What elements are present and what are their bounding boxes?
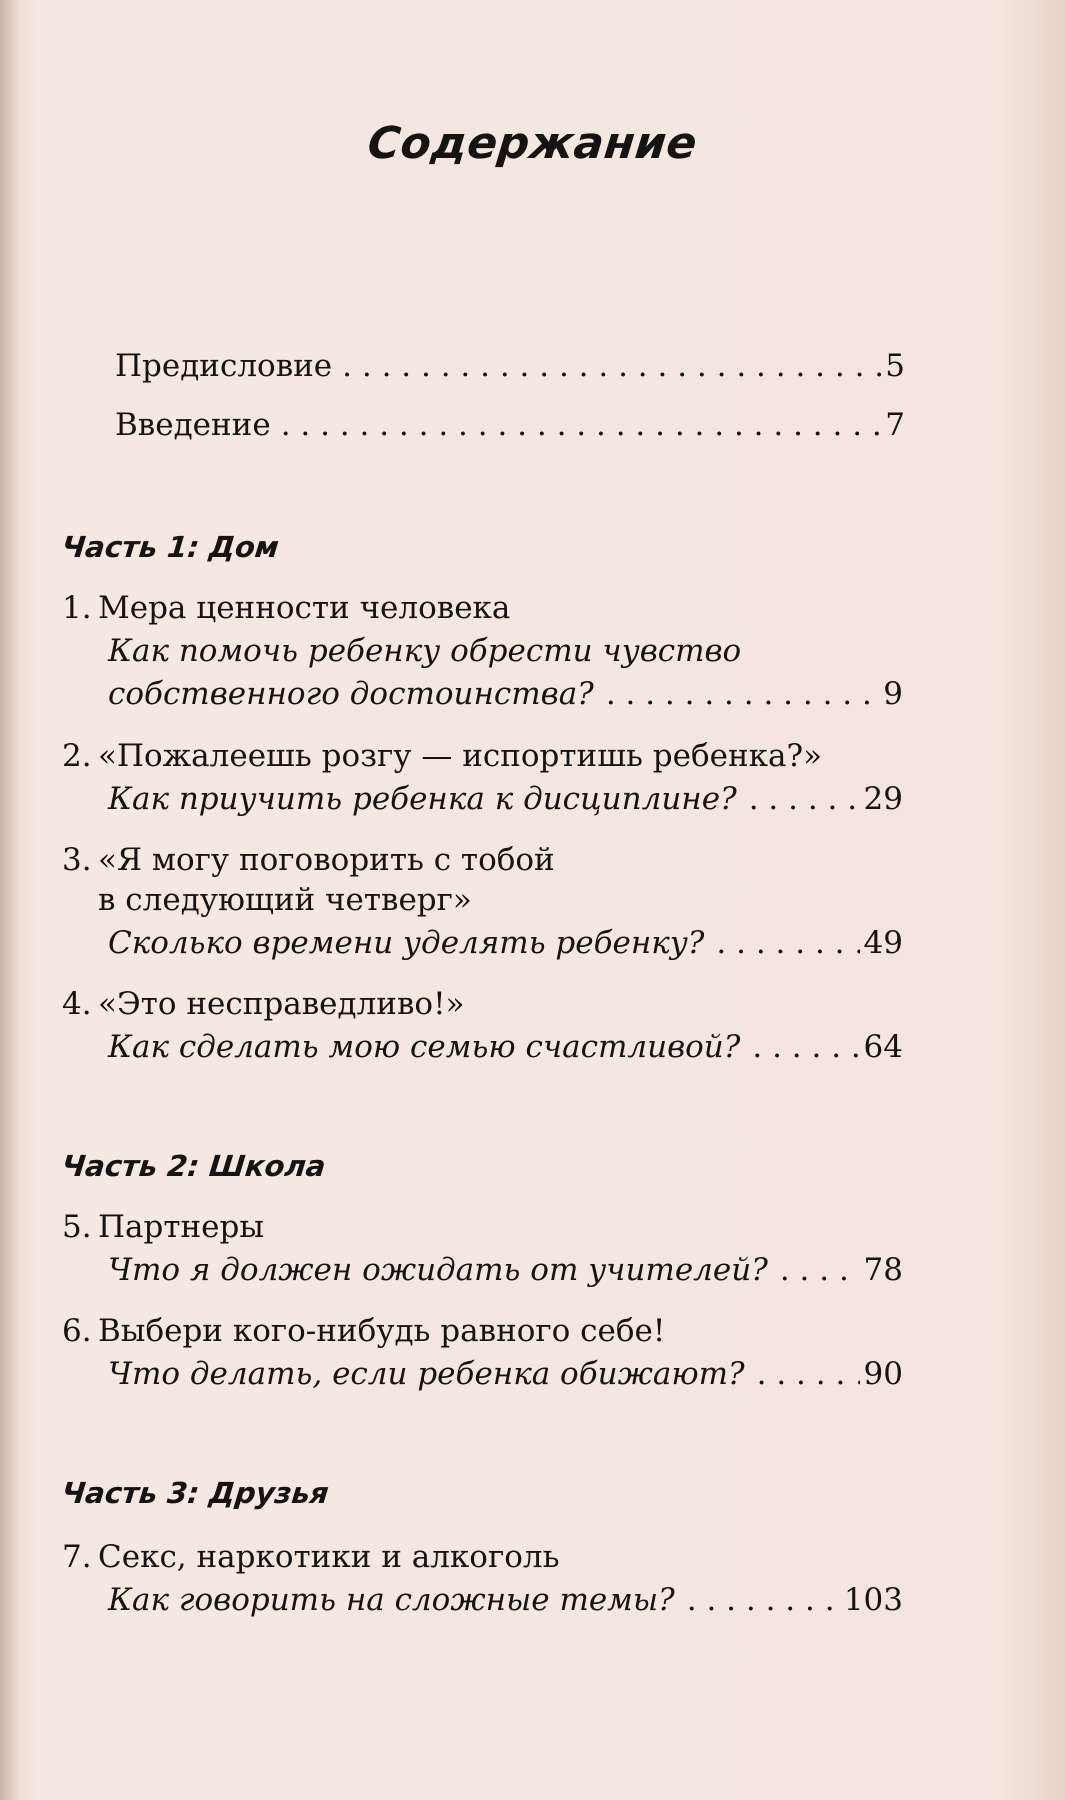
chapter-subtitle: Сколько времени уделять ребенку? <box>108 925 705 961</box>
toc-entry-introduction <box>115 405 905 445</box>
leader-dots <box>749 779 860 819</box>
part-heading: Часть 2: Школа <box>60 1149 328 1183</box>
chapter-title <box>62 984 465 1024</box>
chapter-title-text: «Я могу поговорить с тобой <box>98 842 555 878</box>
chapter-subtitle: Как приучить ребенка к дисциплине? <box>108 781 737 817</box>
leader-dots <box>281 405 882 445</box>
chapter-title <box>62 588 510 628</box>
chapter-subtitle-row <box>108 923 903 963</box>
leader-dots <box>757 1354 860 1394</box>
leader-dots <box>687 1580 840 1620</box>
part-heading: Часть 3: Друзья <box>60 1476 331 1510</box>
part-heading: Часть 1: Дом <box>60 530 281 564</box>
leader-dots <box>606 674 879 714</box>
chapter-title-text: Секс, наркотики и алкоголь <box>98 1539 560 1575</box>
chapter-subtitle: Что делать, если ребенка обижают? <box>108 1356 745 1392</box>
chapter-subtitle: Как помочь ребенку обрести чувство <box>108 633 742 669</box>
chapter-title <box>62 840 555 880</box>
chapter-page: 49 <box>863 925 903 961</box>
chapter-page: 9 <box>883 676 903 712</box>
chapter-page: 29 <box>863 781 903 817</box>
chapter-subtitle-row <box>108 1354 903 1394</box>
toc-entry-preface <box>115 346 905 386</box>
toc-entry-page: 5 <box>885 348 905 384</box>
chapter-number: 2. <box>62 738 92 774</box>
chapter-title <box>62 736 822 776</box>
leader-dots <box>342 346 881 386</box>
chapter-title <box>62 1207 264 1247</box>
leader-dots <box>716 923 859 963</box>
toc-entry-page: 7 <box>885 407 905 443</box>
chapter-number: 6. <box>62 1313 92 1349</box>
chapter-title-continued: в следующий четверг» <box>98 882 472 918</box>
chapter-title-text: Партнеры <box>98 1209 265 1245</box>
chapter-page: 90 <box>863 1356 903 1392</box>
leader-dots <box>752 1027 859 1067</box>
chapter-title <box>62 1311 665 1351</box>
chapter-subtitle: Как сделать мою семью счастливой? <box>108 1029 741 1065</box>
chapter-subtitle: собственного достоинства? <box>108 676 594 712</box>
chapter-number: 4. <box>62 986 92 1022</box>
chapter-page: 78 <box>863 1252 903 1288</box>
chapter-number: 5. <box>62 1209 92 1245</box>
chapter-title <box>62 1537 559 1577</box>
chapter-title-text: «Это несправедливо!» <box>98 986 465 1022</box>
chapter-subtitle-row <box>108 779 903 819</box>
toc-entry-label: Предисловие <box>115 348 333 384</box>
chapter-subtitle: Что я должен ожидать от учителей? <box>108 1252 768 1288</box>
leader-dots <box>780 1250 860 1290</box>
chapter-number: 1. <box>62 590 92 626</box>
chapter-subtitle-row <box>108 1027 903 1067</box>
toc-entry-label: Введение <box>115 407 271 443</box>
chapter-number: 3. <box>62 842 92 878</box>
chapter-page: 103 <box>843 1582 903 1618</box>
chapter-subtitle-row <box>108 1580 903 1620</box>
page-title: Содержание <box>365 118 700 169</box>
binding-shadow <box>0 0 18 1800</box>
chapter-page: 64 <box>863 1029 903 1065</box>
chapter-subtitle-row <box>108 674 903 714</box>
chapter-title-text: «Пожалеешь розгу — испортишь ребенка?» <box>98 738 823 774</box>
chapter-title-text: Выбери кого-нибудь равного себе! <box>98 1313 666 1349</box>
chapter-title-text: Мера ценности человека <box>98 590 511 626</box>
chapter-number: 7. <box>62 1539 92 1575</box>
chapter-subtitle-row <box>108 1250 903 1290</box>
chapter-subtitle: Как говорить на сложные темы? <box>108 1582 675 1618</box>
